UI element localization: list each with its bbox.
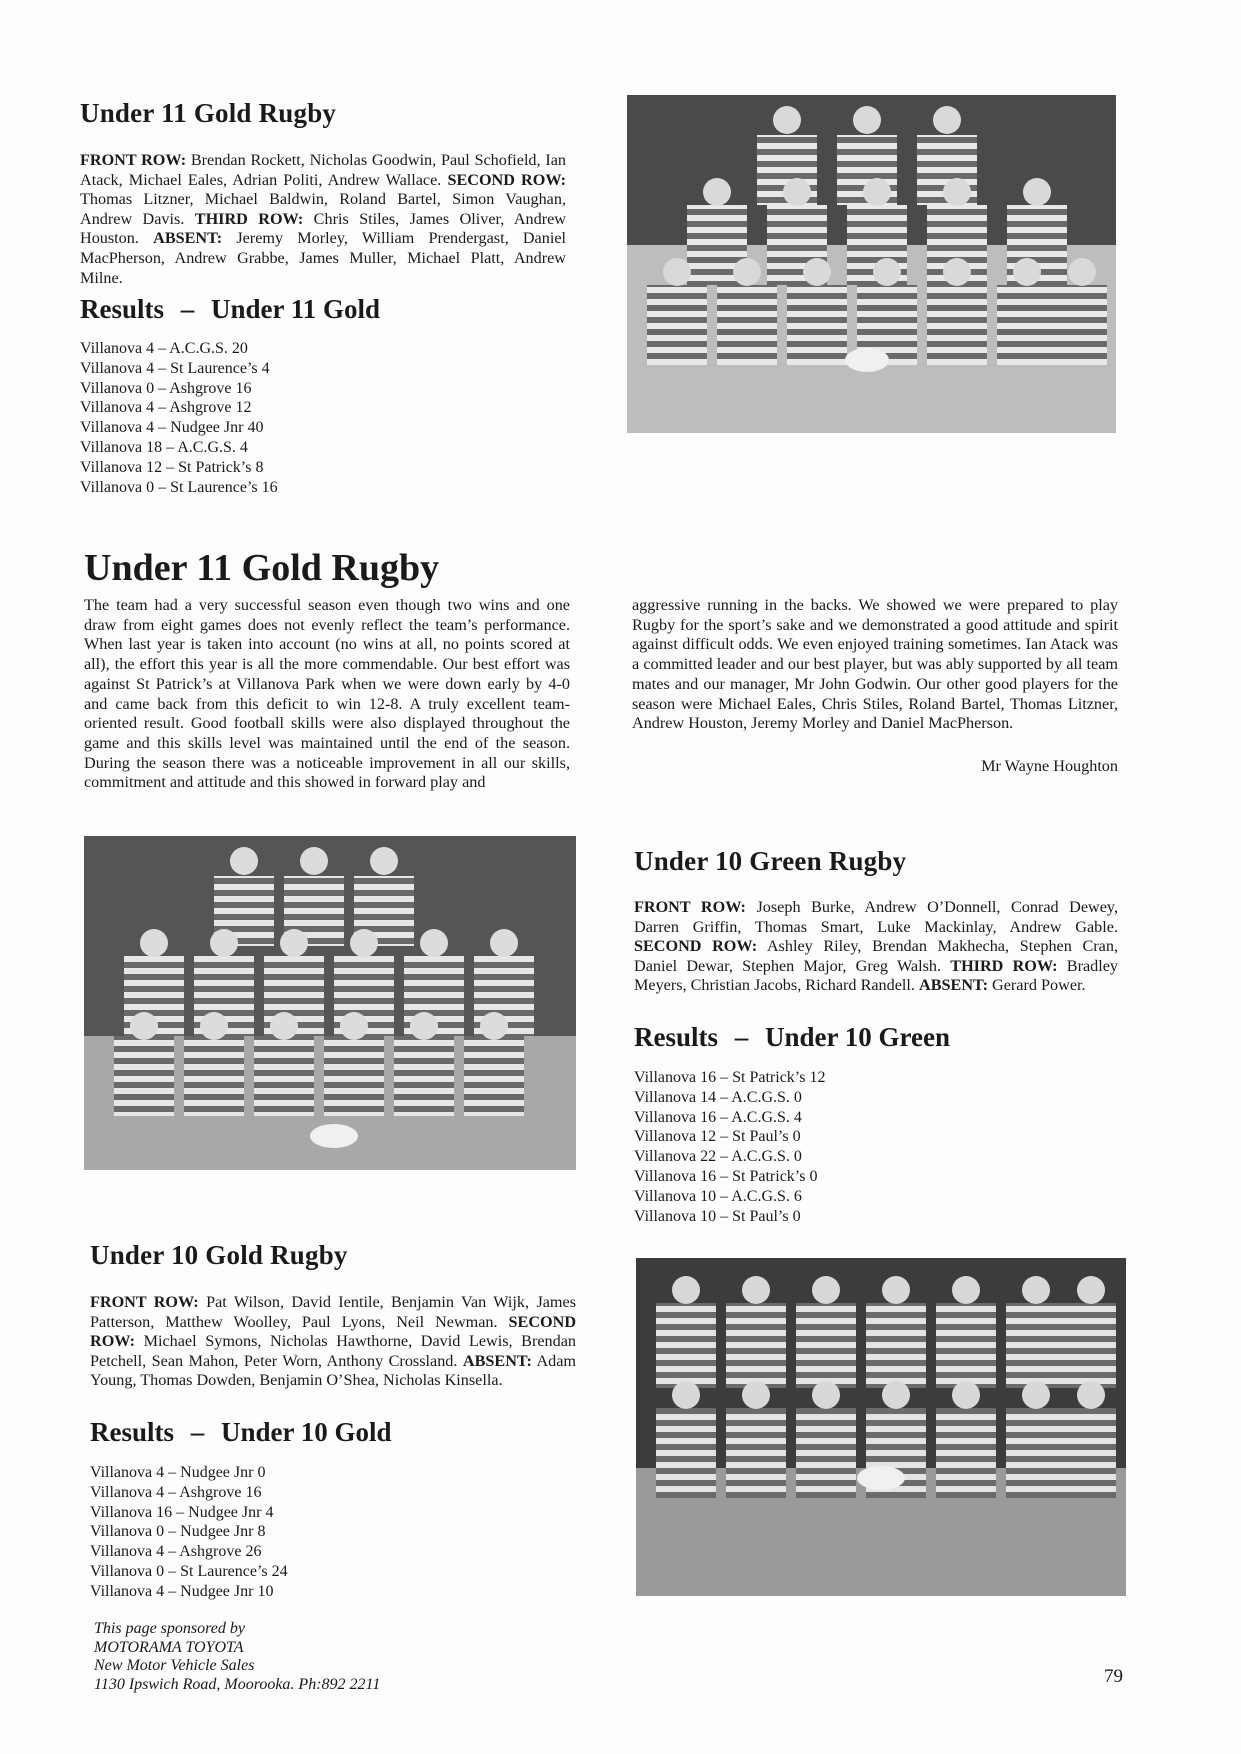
u10-green-results-title: Results – Under 10 Green [634,1022,951,1052]
result-row: Villanova 18 – A.C.G.S. 4 [80,438,248,456]
result-row: Villanova 16 – Nudgee Jnr 4 [90,1503,274,1521]
result-row: Villanova 22 – A.C.G.S. 0 [634,1148,802,1166]
u10-gold-roster-title: Under 10 Gold Rugby [90,1240,348,1270]
u10-gold-results-title: Results – Under 10 Gold [90,1417,392,1447]
u10-gold-results-list [90,1463,510,1602]
u11-roster-text: FRONT ROW: Brendan Rockett, Nicholas Goodwin, Paul Schofield, Ian Atack, Michael Eales, Adrian Politi, Andrew Wallace. SECOND ROW: Thomas Litzner, Michael Baldwin, Roland Bartel, Simon Vaughan, Andrew Davis. THIRD ROW: Chris Stiles, James Oliver, Andrew Houston. ABSENT: Jeremy Morley, William Prendergast, Daniel MacPherson, Andrew Grabbe, James Muller, Michael Platt, Andrew Milne. [80,151,567,287]
u10-gold-roster [90,1240,576,1391]
u11-gold-team-photo [627,95,1116,433]
result-row: Villanova 0 – St Laurence’s 24 [90,1562,288,1580]
result-row: Villanova 4 – Nudgee Jnr 0 [90,1464,266,1481]
u10-green-roster-text: FRONT ROW: Joseph Burke, Andrew O’Donnell, Conrad Dewey, Darren Griffin, Thomas Smart, Luke Mackinlay, Andrew Gable. SECOND ROW: Ashley Riley, Brendan Makhecha, Stephen Cran, Daniel Dewar, Stephen Major, Greg Walsh. THIRD ROW: Bradley Meyers, Christian Jacobs, Richard Randell. ABSENT: Gerard Power. [634,898,1119,995]
result-row: Villanova 0 – Ashgrove 16 [80,379,252,397]
result-row: Villanova 4 – Ashgrove 16 [90,1483,262,1501]
u10-green-team-photo [636,1258,1126,1596]
u10-green-roster [634,846,1118,996]
u11-results-title: Results – Under 11 Gold [80,294,381,324]
result-row: Villanova 16 – St Patrick’s 12 [634,1069,826,1086]
page-number: 79 [1104,1666,1123,1687]
team-photo-image [627,95,1116,433]
result-row: Villanova 10 – A.C.G.S. 6 [634,1187,802,1205]
result-row: Villanova 12 – St Patrick’s 8 [80,458,264,476]
result-row: Villanova 16 – St Patrick’s 0 [634,1167,818,1185]
u10-green-results-list [634,1068,1054,1226]
result-row: Villanova 14 – A.C.G.S. 0 [634,1088,802,1106]
u10-gold-team-photo [84,836,576,1170]
u10-green-roster-title: Under 10 Green Rugby [634,846,907,876]
u11-report-col1: The team had a very successful season even though two wins and one draw from eight games does not evenly reflect the team’s performance. When last year is taken into account (no wins at all, no points scored at all), the effort this year is all the more commendable. Our best effort was against St Patrick’s at Villanova Park when we were down early by 4-0 and came back from this deficit to win 12-8. A truly excellent team-oriented result. Good football skills were also displayed throughout the game and this skills level was maintained until the end of the season. During the season there was a noticeable improvement in all our skills, commitment and attitude and this showed in forward play and [84,596,570,792]
result-row: Villanova 4 – Nudgee Jnr 10 [90,1582,274,1600]
u10-green-results [634,1022,1054,1226]
u11-results-list [80,339,500,497]
result-row: Villanova 4 – A.C.G.S. 20 [80,340,248,357]
team-photo-image [636,1258,1126,1596]
u10-gold-roster-text: FRONT ROW: Pat Wilson, David Ientile, Benjamin Van Wijk, James Patterson, Matthew Woolley, Paul Lyons, Neil Newman. SECOND ROW: Michael Symons, Nicholas Hawthorne, David Lewis, Brendan Petchell, Sean Mahon, Peter Worn, Anthony Crossland. ABSENT: Adam Young, Thomas Dowden, Benjamin O’Shea, Nicholas Kinsella. [90,1293,577,1390]
u11-roster-title: Under 11 Gold Rugby [80,98,337,128]
result-row: Villanova 12 – St Paul’s 0 [634,1128,801,1146]
u11-report-col2: aggressive running in the backs. We showed we were prepared to play Rugby for the sport’s sake and we demonstrated a good attitude and spirit against difficult odds. We even enjoyed training sometimes. Ian Atack was a committed leader and our best player, but was ably supported by all team mates and our manager, Mr John Godwin. Our other good players for the season were Michael Eales, Chris Stiles, Roland Bartel, Thomas Litzner, Andrew Houston, Jeremy Morley and Daniel MacPherson. [632,596,1118,733]
u10-gold-results [90,1417,510,1602]
u11-gold-results [80,294,500,497]
result-row: Villanova 0 – St Laurence’s 16 [80,478,278,496]
result-row: Villanova 4 – Ashgrove 26 [90,1543,262,1561]
team-photo-image [84,836,576,1170]
u11-gold-roster [80,98,566,288]
result-row: Villanova 16 – A.C.G.S. 4 [634,1108,802,1126]
result-row: Villanova 10 – St Paul’s 0 [634,1207,801,1225]
report-author: Mr Wayne Houghton [981,757,1118,775]
result-row: Villanova 4 – Ashgrove 12 [80,399,252,417]
sponsor-note: This page sponsored by MOTORAMA TOYOTA New Motor Vehicle Sales 1130 Ipswich Road, Moorooka. Ph:892 2211 [94,1620,381,1693]
u11-report-title: Under 11 Gold Rugby [84,547,440,589]
result-row: Villanova 0 – Nudgee Jnr 8 [90,1523,266,1541]
result-row: Villanova 4 – St Laurence’s 4 [80,359,270,377]
result-row: Villanova 4 – Nudgee Jnr 40 [80,419,264,437]
